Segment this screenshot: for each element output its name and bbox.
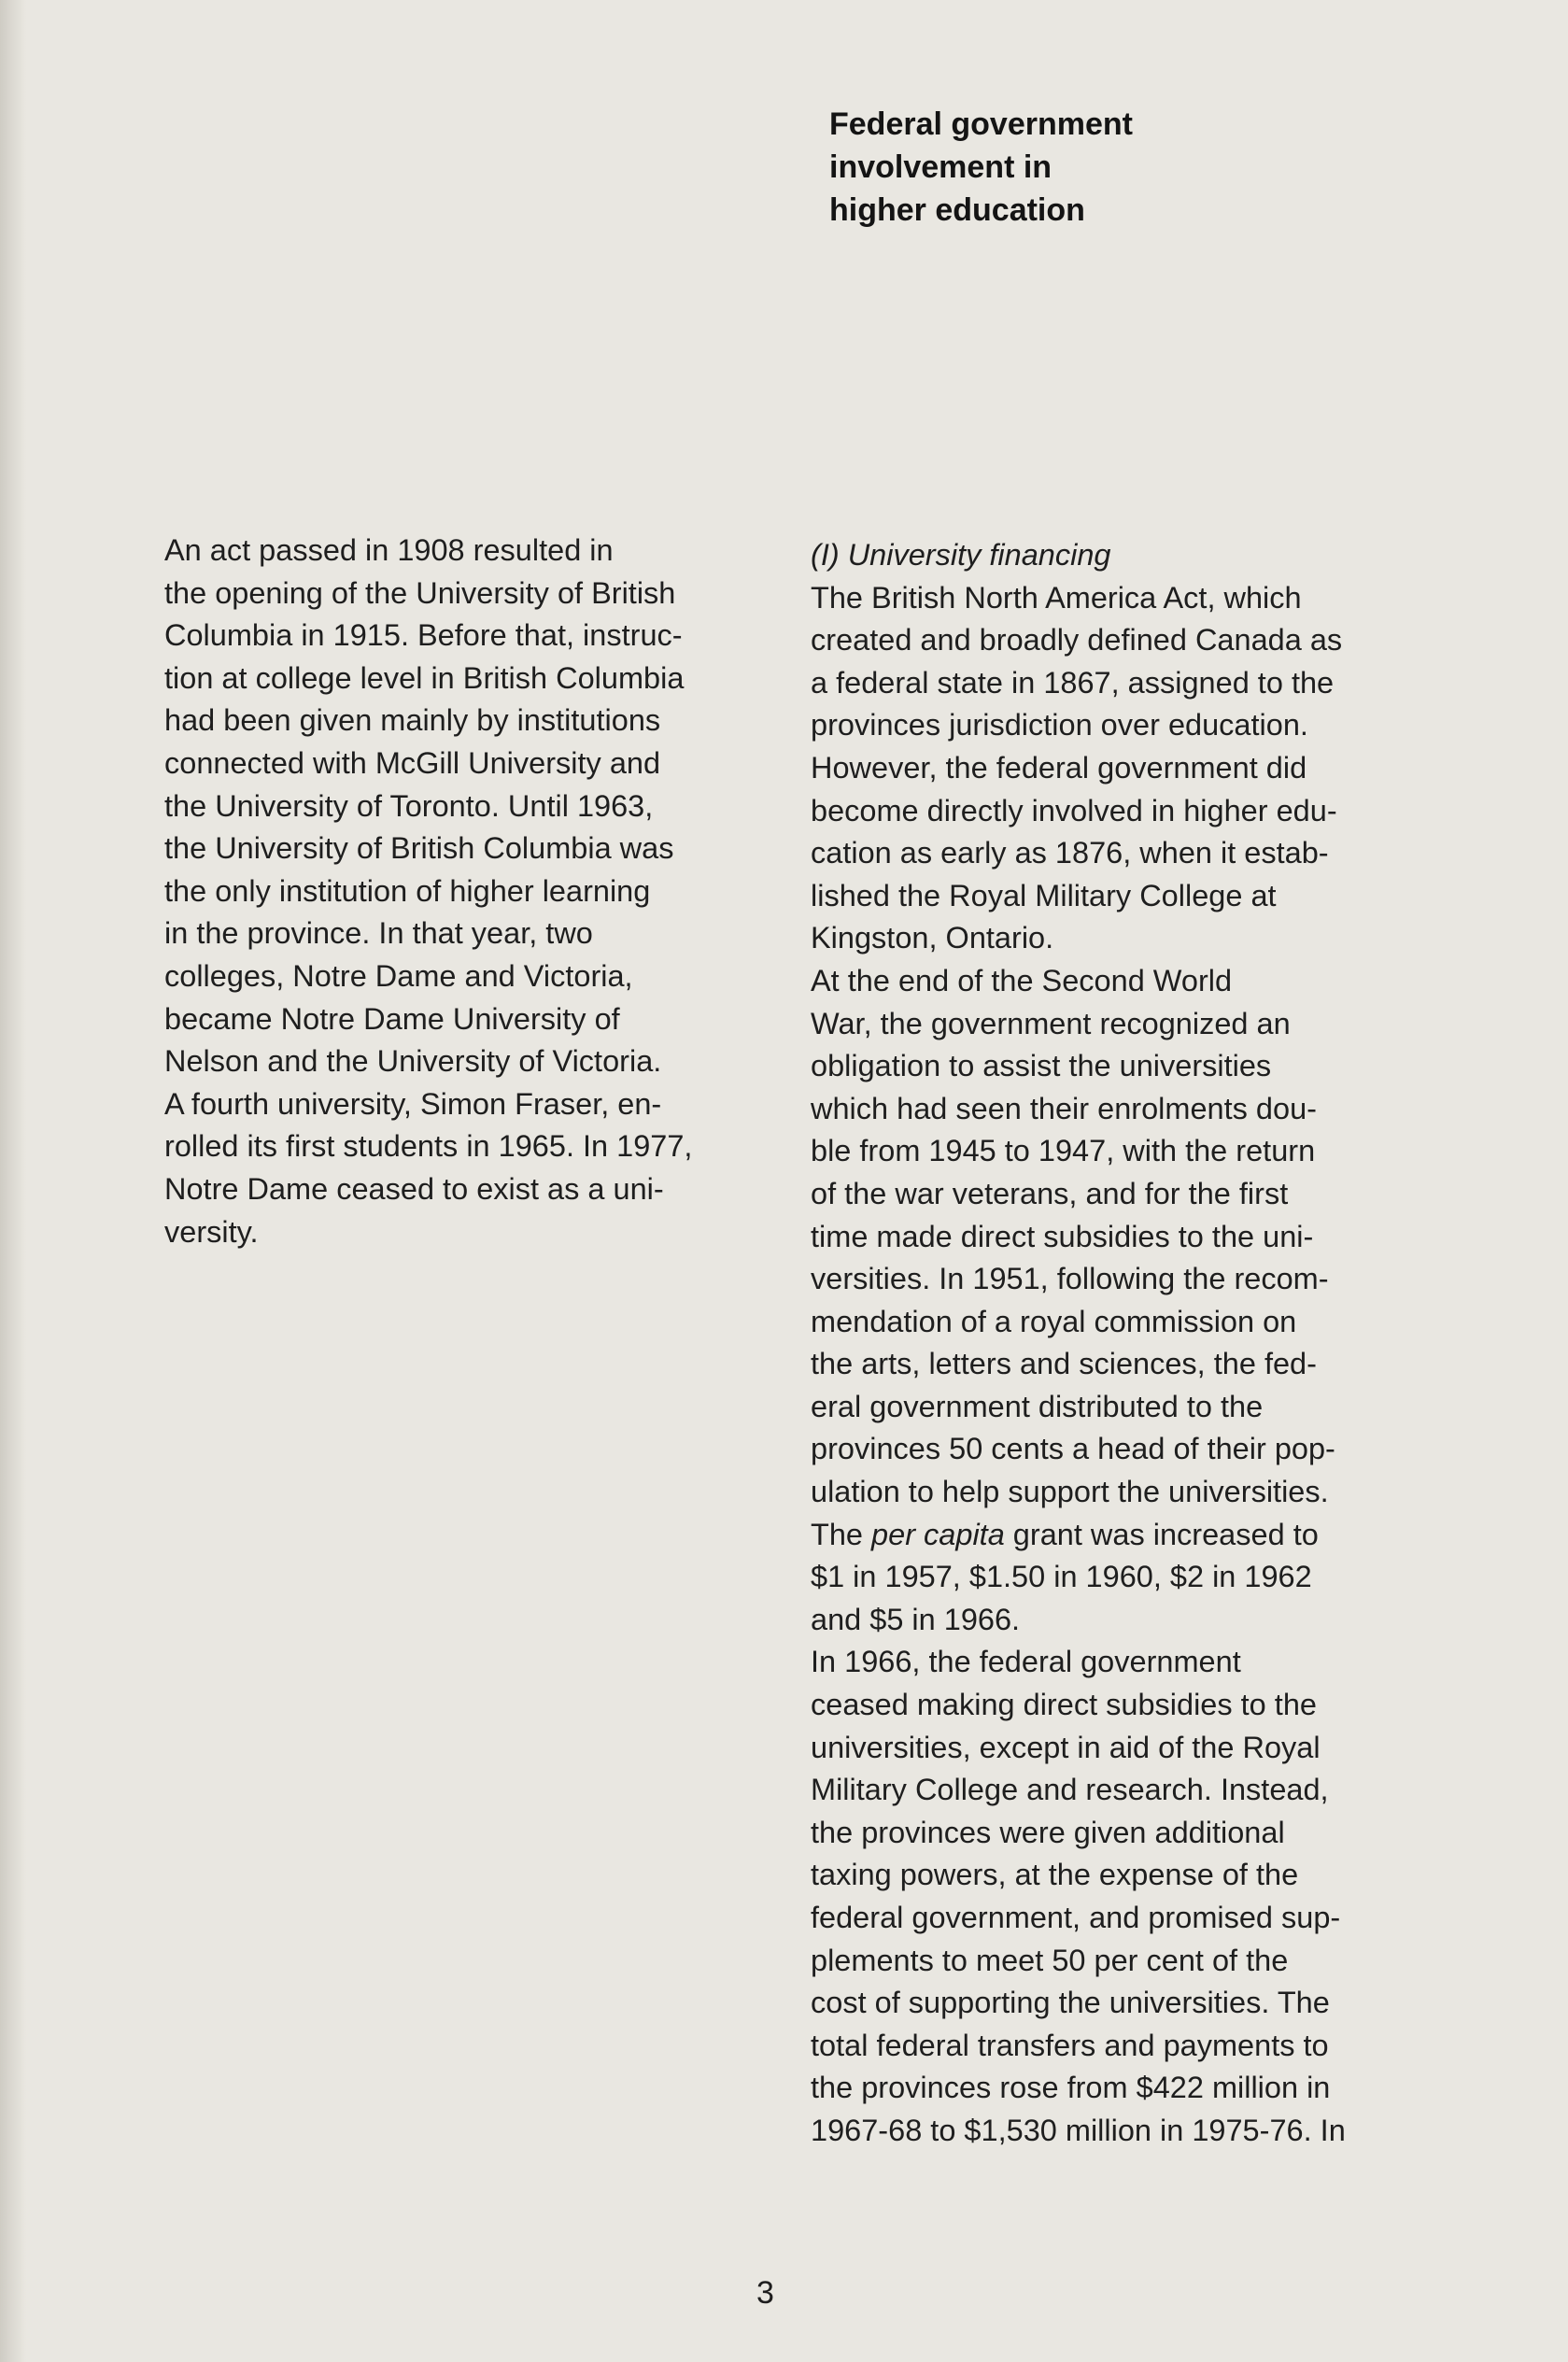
left-text-column	[164, 530, 790, 1253]
right-text-column	[811, 534, 1455, 2153]
per-capita-prefix: The	[811, 1517, 872, 1551]
page-number: 3	[756, 2275, 774, 2311]
per-capita-suffix: grant was increased to $1 in 1957, $1.50 in 1960, $2 in 1962 and $5 in 1966.	[811, 1517, 1319, 1636]
page-edge-shadow	[0, 0, 26, 2362]
subheading-university-financing: (I) University financing	[811, 538, 1111, 572]
paragraph-1966-changes: In 1966, the federal government ceased making direct subsidies to the universities, except in aid of the Royal Military College and research. Instead, the provinces were given additional taxing powers, at the expense of the federal government, and promised sup- plements to meet 50 per cent of the cost of supporting the universities. The total federal transfers and payments to the provinces rose from $422 million in 1967-68 to $1,530 million in 1975-76. In	[811, 1645, 1346, 2147]
paragraph-per-capita-grant	[811, 1514, 1455, 1642]
per-capita-italic: per capita	[871, 1517, 1005, 1551]
paragraph-ubc-history: An act passed in 1908 resulted in the opening of the University of British Columbia in 1915. Before that, instruc- tion at college level in British Columbia had been given mainly by institutions connected with McGill University and the University of Toronto. Until 1963, the University of British Columbia was the only institution of higher learning in the province. In that year, two colleges, Notre Dame and Victoria, became Notre Dame University of Nelson and the University of Victoria. A fourth university, Simon Fraser, en- rolled its first students in 1965. In 1977, Notre Dame ceased to exist as a uni- versity.	[164, 533, 693, 1249]
paragraph-bna-act: The British North America Act, which created and broadly defined Canada as a federal state in 1867, assigned to the provinces jurisdiction over education. However, the federal government did become directly involved in higher edu- cation as early as 1876, when it estab- lished the Royal Military College at Kingston, Ontario.	[811, 580, 1343, 955]
section-heading: Federal government involvement in higher education	[829, 106, 1133, 228]
paragraph-second-world-war: At the end of the Second World War, the government recognized an obligation to assist the universities which had seen their enrolments dou- ble from 1945 to 1947, with the return of the war veterans, and for the first time made direct subsidies to the uni- versities. In 1951, following the recom- mendation of a royal commission on the arts, letters and sciences, the fed- eral government distributed to the provinces 50 cents a head of their pop- ulation to help support the universities.	[811, 963, 1335, 1509]
